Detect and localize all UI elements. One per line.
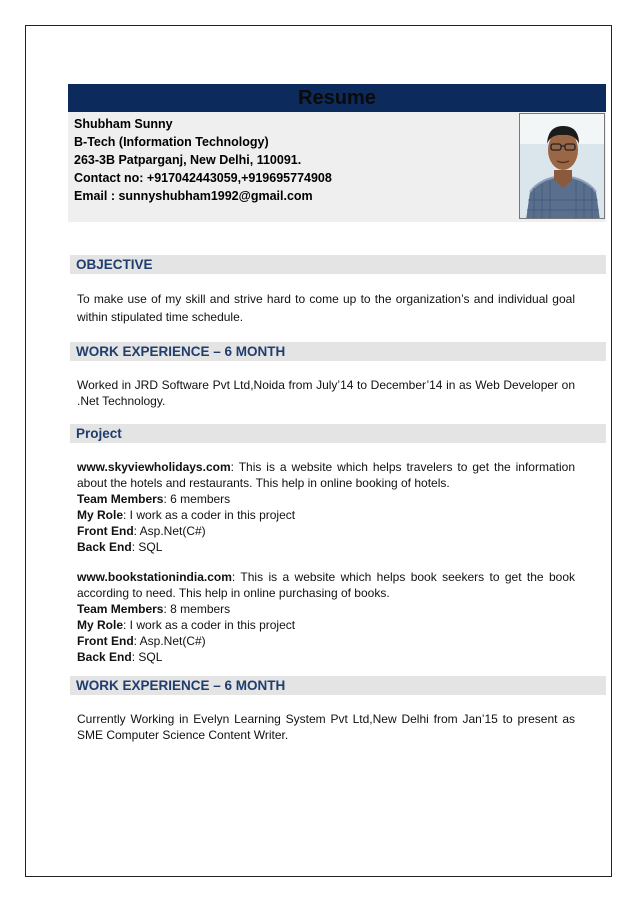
project-2-back-end: Back End: SQL	[77, 650, 163, 664]
work-experience-heading-2: WORK EXPERIENCE – 6 MONTH	[70, 676, 606, 695]
project-1-team: Team Members: 6 members	[77, 492, 231, 506]
email: Email : sunnyshubham1992@gmail.com	[74, 189, 313, 203]
project-1-description: : This is a website which helps travelers to get the information about the hotels and restaurants. This help in online booking of hotels.	[77, 460, 575, 490]
objective-text: To make use of my skill and strive hard to come up to the organization’s and individual goal within stipulated time schedule.	[77, 292, 575, 324]
project-item-1	[77, 459, 575, 555]
project-2-team: Team Members: 8 members	[77, 602, 231, 616]
project-2-summary	[77, 569, 575, 601]
name: Shubham Sunny	[74, 117, 173, 131]
project-2-role: My Role: I work as a coder in this project	[77, 618, 296, 632]
work-experience-text-2: Currently Working in Evelyn Learning System Pvt Ltd,New Delhi from Jan’15 to present as SME Computer Science Content Writer.	[77, 712, 575, 742]
address: 263-3B Patparganj, New Delhi, 110091.	[74, 153, 302, 167]
degree: B-Tech (Information Technology)	[74, 135, 269, 149]
project-2-front-end: Front End: Asp.Net(C#)	[77, 634, 206, 648]
objective-heading: OBJECTIVE	[70, 255, 606, 274]
contact-numbers: Contact no: +917042443059,+919695774908	[74, 171, 332, 185]
work-experience-heading-1: WORK EXPERIENCE – 6 MONTH	[70, 342, 606, 361]
project-1-summary	[77, 459, 575, 491]
profile-photo	[519, 113, 605, 219]
work-experience-text-1: Worked in JRD Software Pvt Ltd,Noida from July’14 to December’14 in as Web Developer on .Net Technology.	[77, 378, 575, 408]
project-1-role: My Role: I work as a coder in this project	[77, 508, 296, 522]
project-1-back-end: Back End: SQL	[77, 540, 163, 554]
project-1-site: www.skyviewholidays.com	[77, 460, 231, 474]
resume-title: Resume	[68, 84, 606, 112]
project-1-front-end: Front End: Asp.Net(C#)	[77, 524, 206, 538]
project-heading: Project	[70, 424, 606, 443]
project-2-site: www.bookstationindia.com	[77, 570, 232, 584]
project-2-description: : This is a website which helps book seekers to get the book according to need. This help in online purchasing of books.	[77, 570, 575, 600]
personal-details	[74, 115, 332, 205]
project-item-2	[77, 569, 575, 665]
